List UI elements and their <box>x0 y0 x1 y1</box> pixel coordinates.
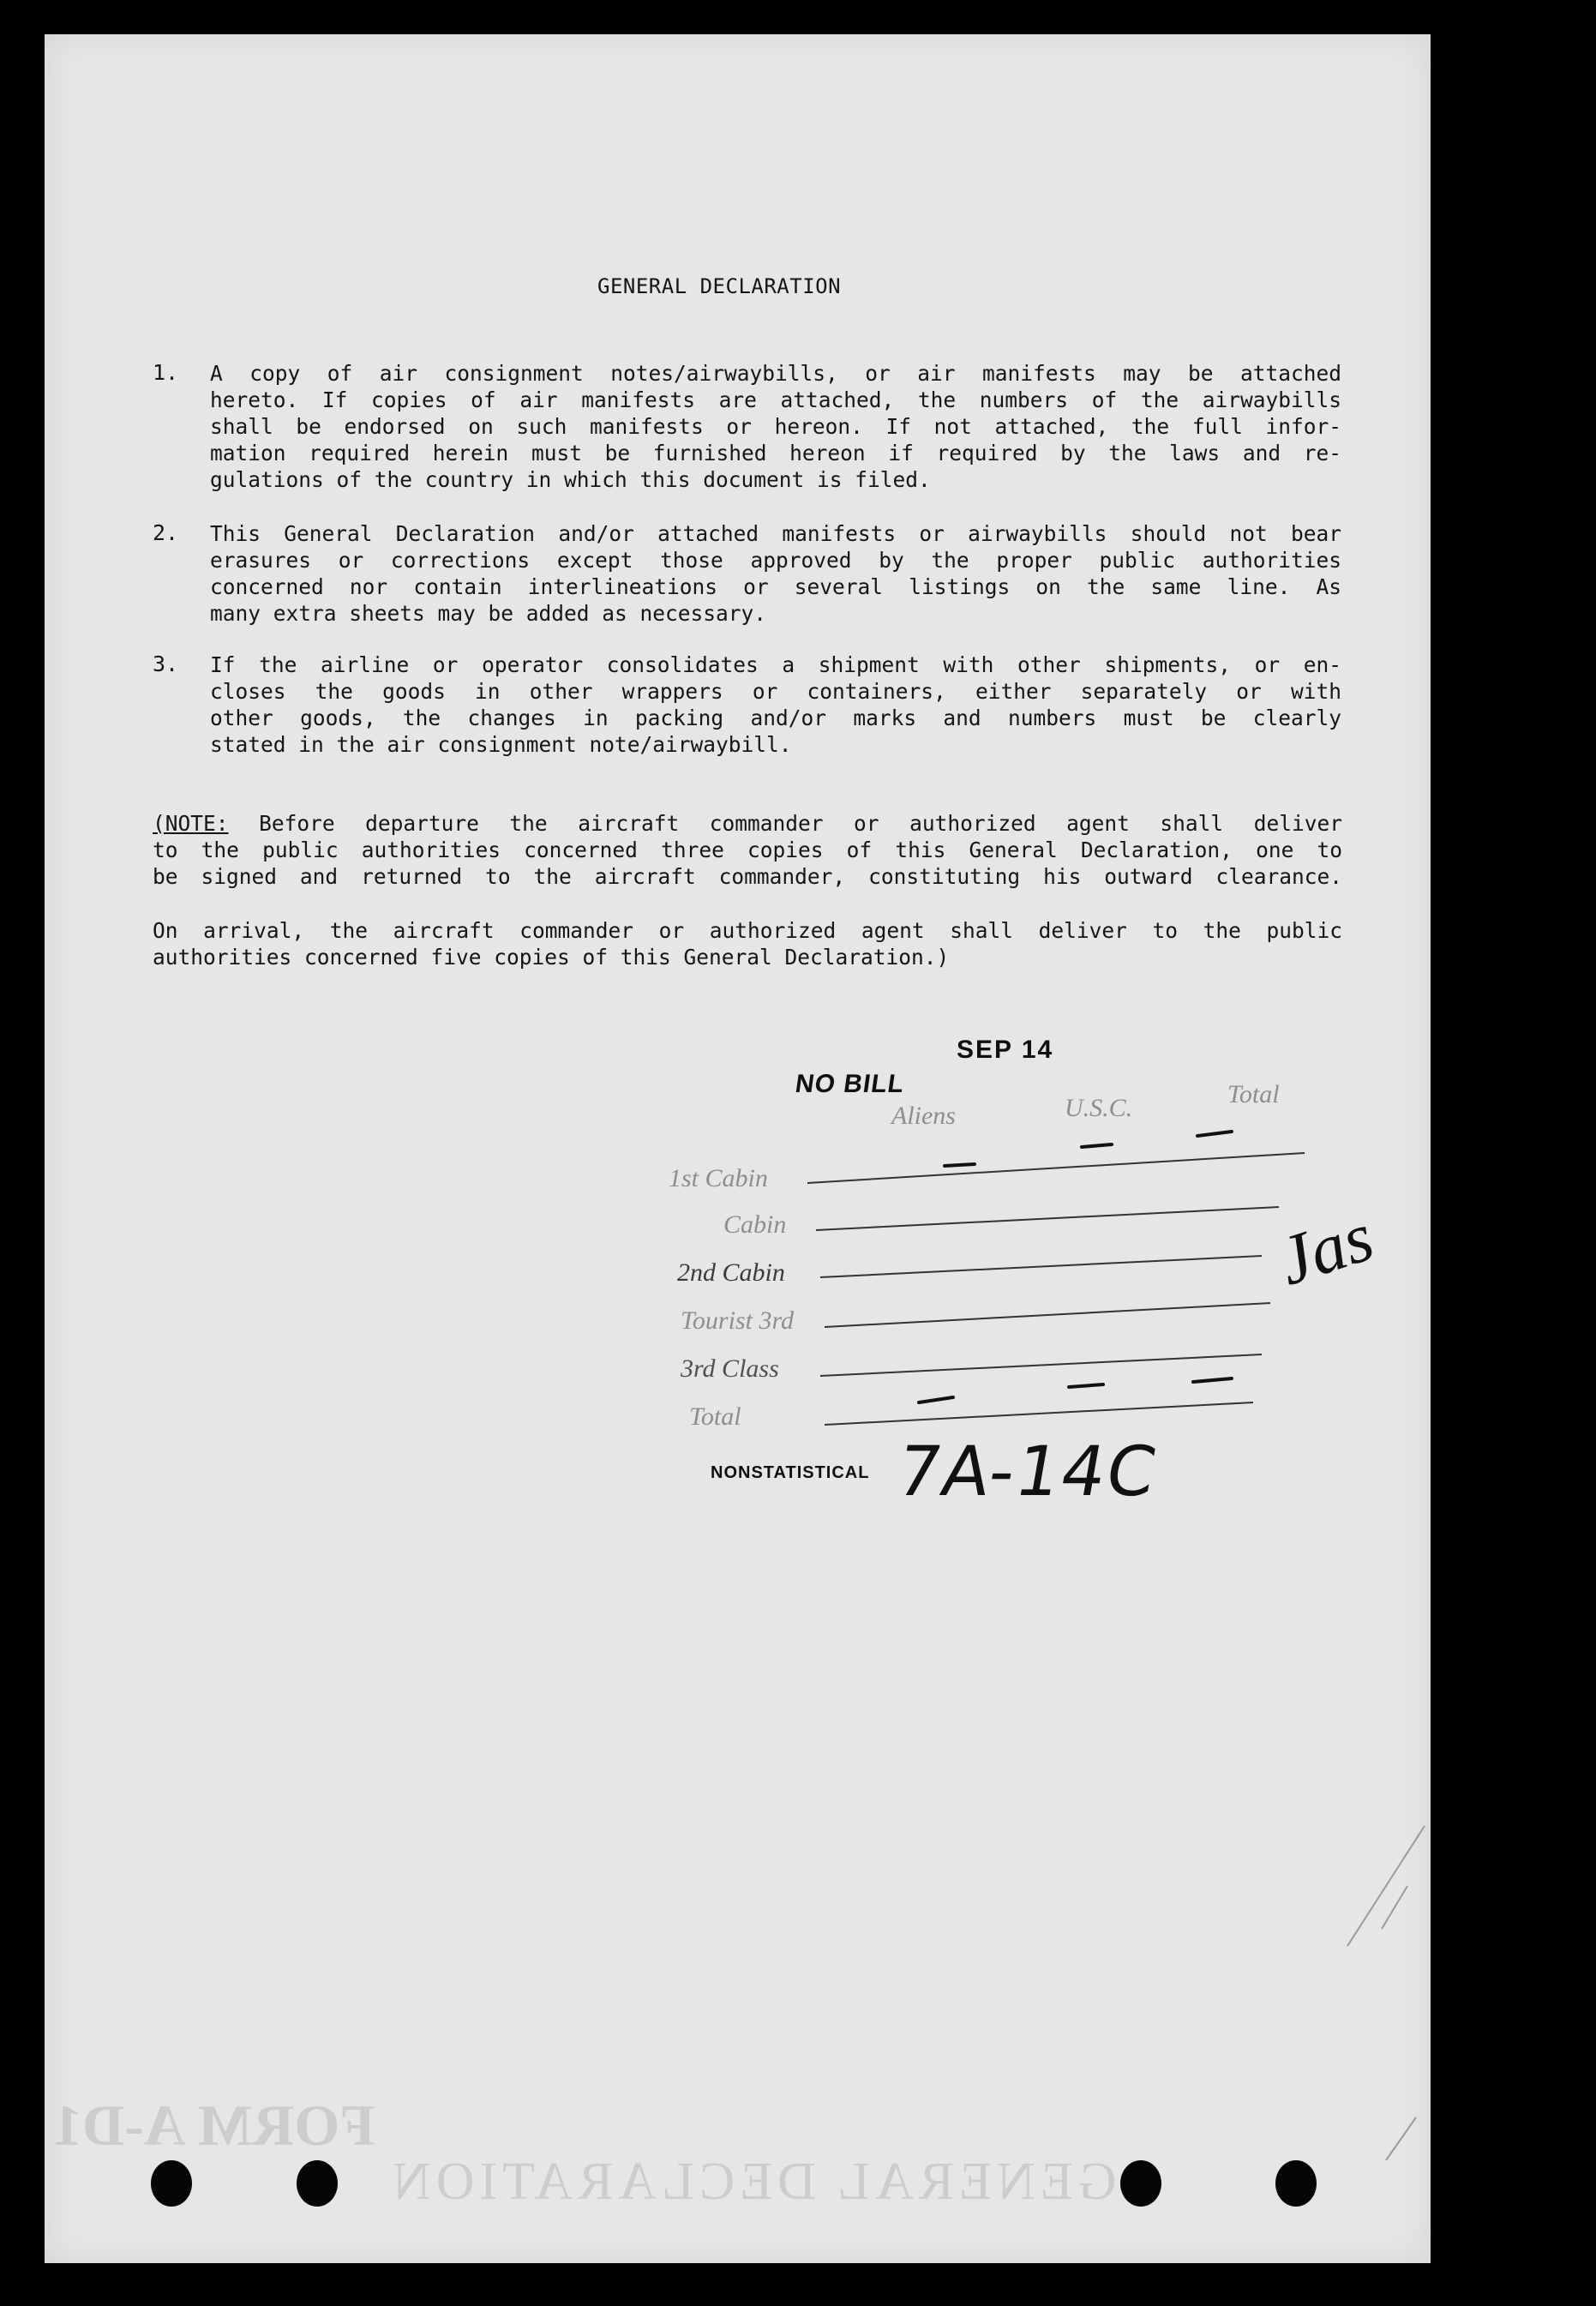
row-2nd-cabin: 2nd Cabin <box>677 1258 785 1287</box>
text-line: closes the goods in other wrappers or containers, either separately or with <box>210 679 1341 704</box>
bleed-through-header: GENERAL DECLARATION <box>387 2153 1117 2211</box>
handwritten-initials: Jas <box>1269 1197 1383 1300</box>
text-line: Before departure the aircraft commander or authorized agent shall deliver <box>259 811 1342 836</box>
column-usc: U.S.C. <box>1065 1094 1133 1122</box>
stamp-table-lines <box>45 34 1431 2263</box>
text-line: gulations of the country in which this document is filed. <box>210 467 931 492</box>
text-line: This General Declaration and/or attached manifests or airwaybills should not bear <box>210 521 1341 546</box>
date-stamp: SEP 14 <box>957 1036 1054 1064</box>
punch-hole <box>1120 2160 1161 2207</box>
text-line: hereto. If copies of air manifests are attached, the numbers of the airwaybills <box>210 387 1341 412</box>
row-cabin: Cabin <box>723 1210 787 1239</box>
column-total: Total <box>1227 1080 1280 1108</box>
no-bill-stamp: NO BILL <box>793 1070 907 1098</box>
punch-hole <box>297 2160 338 2207</box>
punch-hole <box>1275 2160 1317 2207</box>
row-total: Total <box>689 1402 741 1431</box>
text-line: be signed and returned to the aircraft commander, constituting his outward clearance. <box>153 864 1342 889</box>
item-number: 2. <box>153 520 179 545</box>
punch-hole <box>151 2160 192 2207</box>
row-tourist-3rd: Tourist 3rd <box>681 1306 795 1335</box>
text-line: On arrival, the aircraft commander or authorized agent shall deliver to the public <box>153 918 1342 943</box>
column-aliens: Aliens <box>891 1102 956 1130</box>
bleed-through-form-label: FORM A-D1 <box>53 2093 375 2158</box>
row-1st-cabin: 1st Cabin <box>669 1164 768 1192</box>
text-line: concerned nor contain interlineations or several listings on the same line. As <box>210 574 1341 599</box>
text-line: A copy of air consignment notes/airwaybills, or air manifests may be attached <box>210 361 1341 386</box>
document-sheet <box>45 34 1431 2263</box>
item-number: 3. <box>153 652 179 676</box>
nonstatistical-stamp: NONSTATISTICAL <box>711 1463 870 1482</box>
page-title: GENERAL DECLARATION <box>597 274 842 298</box>
note-label: (NOTE: <box>153 811 229 836</box>
text-line: mation required herein must be furnished hereon if required by the laws and re- <box>210 441 1341 465</box>
text-line: other goods, the changes in packing and/or marks and numbers must be clearly <box>210 706 1341 730</box>
text-line: If the airline or operator consolidates a shipment with other shipments, or en- <box>210 652 1341 677</box>
text-line: stated in the air consignment note/airwaybill. <box>210 732 792 757</box>
text-line: to the public authorities concerned three copies of this General Declaration, one to <box>153 838 1342 862</box>
text-line: authorities concerned five copies of this General Declaration.) <box>153 945 950 970</box>
text-line: erasures or corrections except those approved by the proper public authorities <box>210 548 1341 573</box>
text-line: many extra sheets may be added as necessary. <box>210 601 767 626</box>
row-3rd-class: 3rd Class <box>681 1354 779 1383</box>
item-number: 1. <box>153 360 179 385</box>
handwritten-code: 7A-14C <box>890 1432 1164 1511</box>
text-line: shall be endorsed on such manifests or hereon. If not attached, the full infor- <box>210 414 1341 439</box>
